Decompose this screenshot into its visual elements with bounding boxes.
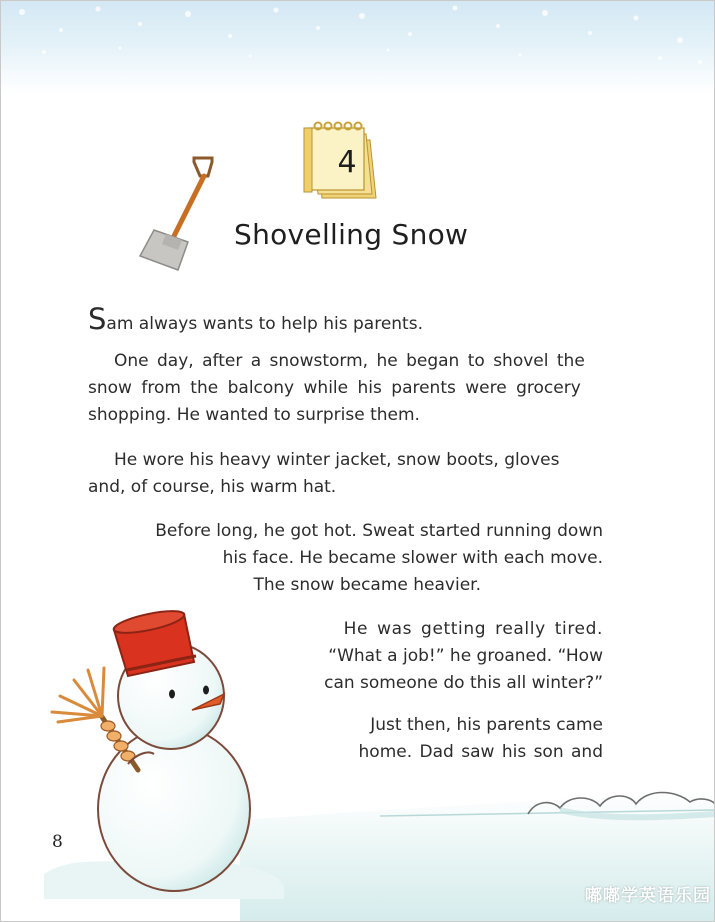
snowman-illustration xyxy=(44,604,284,899)
paragraph-3 xyxy=(88,447,560,501)
watermark: 嘟嘟学英语乐园 xyxy=(585,886,711,906)
paragraph-line: He was getting really tired. xyxy=(343,619,603,639)
paragraph-line: “What a job!” he groaned. “How xyxy=(328,646,603,666)
paragraph-line: snow from the balcony while his parents were grocery xyxy=(88,378,581,398)
paragraph-line: shopping. He wanted to surprise them. xyxy=(88,405,420,425)
shovel-icon xyxy=(136,152,224,274)
paragraph-line: The snow became heavier. xyxy=(253,575,481,595)
chapter-title: Shovelling Snow xyxy=(234,218,469,251)
paragraph-line: his face. He became slower with each move. xyxy=(222,548,603,568)
paragraph-1 xyxy=(88,302,423,338)
paragraph-line: can someone do this all winter?” xyxy=(324,673,603,693)
page-number: 8 xyxy=(52,832,63,852)
drop-cap: S xyxy=(88,302,107,336)
paragraph-line: home. Dad saw his son and xyxy=(358,742,603,762)
paragraph-line: Just then, his parents came xyxy=(370,715,603,735)
paragraph-5 xyxy=(300,616,603,697)
paragraph-6 xyxy=(300,712,603,766)
paragraph-4 xyxy=(100,518,603,599)
paragraph-line: am always wants to help his parents. xyxy=(106,314,423,334)
paragraph-2 xyxy=(88,348,603,429)
paragraph-line: Before long, he got hot. Sweat started running down xyxy=(155,521,603,541)
frost-texture xyxy=(0,0,715,90)
paragraph-line: One day, after a snowstorm, he began to shovel the xyxy=(114,351,585,371)
paragraph-line: and, of course, his warm hat. xyxy=(88,477,337,497)
chapter-number: 4 xyxy=(337,145,357,180)
paragraph-line: He wore his heavy winter jacket, snow boots, gloves xyxy=(114,450,560,470)
